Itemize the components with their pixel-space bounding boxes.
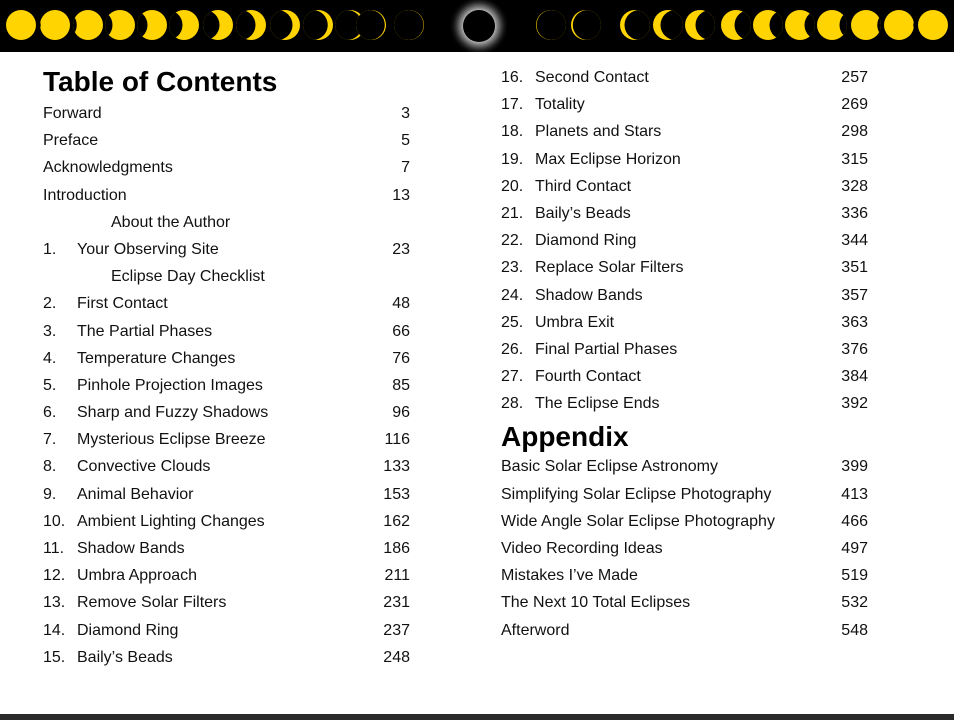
entry-number: 12. bbox=[43, 567, 66, 585]
toc-entry bbox=[501, 481, 881, 508]
appendix-list bbox=[501, 453, 881, 643]
entry-page-number: 186 bbox=[383, 540, 410, 557]
entry-title: Baily’s Beads bbox=[535, 204, 631, 222]
toc-entry bbox=[501, 227, 881, 254]
entry-number: 28. bbox=[501, 395, 524, 413]
entry-page-number: 392 bbox=[841, 395, 868, 413]
entry-title: Final Partial Phases bbox=[535, 340, 678, 358]
entry-number: 25. bbox=[501, 313, 524, 331]
toc-entry bbox=[501, 200, 881, 227]
entry-title: The Next 10 Total Eclipses bbox=[501, 594, 691, 612]
entry-title: Shadow Bands bbox=[535, 286, 643, 304]
toc-entry bbox=[501, 617, 881, 644]
entry-page-number: 357 bbox=[841, 286, 868, 304]
entry-title: The Eclipse Ends bbox=[535, 395, 660, 413]
toc-entry bbox=[501, 309, 881, 336]
partial-eclipse-icon bbox=[918, 10, 948, 40]
entry-title: Wide Angle Solar Eclipse Photography bbox=[501, 512, 775, 530]
toc-entry bbox=[43, 263, 423, 290]
toc-entry bbox=[43, 508, 423, 535]
entry-page-number: 384 bbox=[841, 368, 868, 386]
entry-page-number: 96 bbox=[392, 404, 410, 422]
entry-title: The Partial Phases bbox=[77, 322, 213, 340]
entry-title: First Contact bbox=[77, 295, 168, 313]
entry-title: Basic Solar Eclipse Astronomy bbox=[501, 458, 718, 476]
partial-eclipse-icon bbox=[536, 10, 567, 40]
entry-page-number: 3 bbox=[401, 105, 410, 122]
entry-title: Convective Clouds bbox=[77, 458, 211, 476]
entry-page-number: 497 bbox=[841, 540, 868, 557]
partial-eclipse-icon bbox=[298, 10, 333, 40]
toc-entry bbox=[43, 290, 423, 317]
toc-entry bbox=[43, 535, 423, 562]
entry-title: Second Contact bbox=[535, 69, 649, 86]
entry-number: 26. bbox=[501, 340, 524, 358]
entry-title: Temperature Changes bbox=[77, 349, 236, 367]
toc-entry bbox=[501, 535, 881, 562]
entry-page-number: 315 bbox=[841, 150, 868, 168]
partial-eclipse-icon bbox=[263, 10, 301, 40]
toc-entry bbox=[43, 617, 423, 644]
entry-number: 1. bbox=[43, 240, 57, 258]
entry-page-number: 257 bbox=[841, 69, 868, 86]
entry-page-number: 13 bbox=[392, 186, 410, 204]
toc-entry bbox=[501, 390, 881, 417]
total-eclipse-icon bbox=[449, 0, 509, 52]
entry-page-number: 399 bbox=[841, 458, 868, 476]
entry-number: 11. bbox=[43, 540, 65, 557]
toc-entry bbox=[43, 562, 423, 589]
entry-number: 3. bbox=[43, 322, 57, 340]
toc-entry bbox=[43, 209, 423, 236]
entry-title: Sharp and Fuzzy Shadows bbox=[77, 404, 269, 422]
entry-title: Pinhole Projection Images bbox=[77, 376, 263, 394]
toc-entry bbox=[43, 236, 423, 263]
entry-title: Introduction bbox=[43, 186, 127, 204]
entry-title: Simplifying Solar Eclipse Photography bbox=[501, 485, 772, 503]
entry-number: 20. bbox=[501, 177, 524, 195]
entry-number: 16. bbox=[501, 69, 524, 86]
entry-title: Ambient Lighting Changes bbox=[77, 512, 265, 530]
entry-page-number: 248 bbox=[383, 648, 410, 666]
toc-entry bbox=[501, 453, 881, 480]
toc-entry bbox=[43, 453, 423, 480]
entry-number: 4. bbox=[43, 349, 57, 367]
entry-title: Third Contact bbox=[535, 177, 632, 195]
entry-page-number: 116 bbox=[384, 431, 410, 449]
entry-number: 19. bbox=[501, 150, 524, 168]
entry-number: 18. bbox=[501, 123, 524, 141]
eclipse-banner bbox=[0, 0, 954, 52]
entry-number: 22. bbox=[501, 232, 524, 250]
entry-page-number: 548 bbox=[841, 621, 868, 639]
toc-entry bbox=[501, 91, 881, 118]
toc-entry bbox=[501, 146, 881, 173]
entry-page-number: 231 bbox=[383, 594, 410, 612]
partial-eclipse-icon bbox=[394, 10, 424, 40]
toc-entry bbox=[43, 644, 423, 671]
entry-title: Afterword bbox=[501, 621, 570, 639]
entry-page-number: 269 bbox=[841, 96, 868, 114]
entry-number: 10. bbox=[43, 512, 66, 530]
toc-entry bbox=[43, 399, 423, 426]
toc-entry bbox=[43, 154, 423, 181]
entry-title: Mistakes I’ve Made bbox=[501, 567, 638, 585]
entry-number: 2. bbox=[43, 295, 57, 313]
toc-entry bbox=[501, 562, 881, 589]
toc-entry bbox=[43, 100, 423, 127]
entry-title: Replace Solar Filters bbox=[535, 259, 684, 277]
entry-title: Fourth Contact bbox=[535, 368, 641, 386]
toc-entry bbox=[501, 173, 881, 200]
entry-title: Diamond Ring bbox=[77, 621, 179, 639]
entry-title: Animal Behavior bbox=[77, 485, 194, 503]
entry-page-number: 162 bbox=[383, 512, 410, 530]
entry-page-number: 336 bbox=[841, 204, 868, 222]
entry-number: 27. bbox=[501, 368, 524, 386]
entry-title: Eclipse Day Checklist bbox=[111, 268, 265, 286]
entry-page-number: 133 bbox=[383, 458, 410, 476]
toc-entry bbox=[43, 481, 423, 508]
toc-entry bbox=[43, 182, 423, 209]
entry-title: Totality bbox=[535, 96, 585, 114]
entry-title: Baily’s Beads bbox=[77, 648, 173, 666]
toc-entry bbox=[501, 64, 881, 91]
entry-number: 23. bbox=[501, 259, 524, 277]
toc-entry bbox=[43, 426, 423, 453]
partial-eclipse-icon bbox=[685, 10, 726, 40]
entry-page-number: 23 bbox=[392, 240, 410, 258]
entry-title: Umbra Exit bbox=[535, 313, 615, 331]
entry-page-number: 351 bbox=[841, 259, 868, 277]
entry-page-number: 344 bbox=[841, 232, 868, 250]
toc-entry bbox=[501, 282, 881, 309]
toc-entry bbox=[43, 372, 423, 399]
entry-title: Your Observing Site bbox=[77, 240, 219, 258]
toc-entry bbox=[43, 345, 423, 372]
appendix-heading: Appendix bbox=[501, 421, 629, 453]
toc-left-column bbox=[43, 64, 423, 671]
toc-right-column bbox=[501, 64, 881, 644]
entry-title: Video Recording Ideas bbox=[501, 540, 663, 557]
bottom-rule bbox=[0, 714, 954, 720]
entry-number: 9. bbox=[43, 485, 57, 503]
eclipse-sequence-icon bbox=[0, 0, 954, 52]
entry-page-number: 7 bbox=[401, 159, 410, 177]
entry-page-number: 328 bbox=[841, 177, 868, 195]
partial-eclipse-icon bbox=[6, 10, 36, 40]
entry-number: 13. bbox=[43, 594, 66, 612]
entry-title: Shadow Bands bbox=[77, 540, 185, 557]
entry-page-number: 363 bbox=[841, 313, 868, 331]
entry-page-number: 376 bbox=[841, 340, 868, 358]
entry-page-number: 66 bbox=[392, 322, 410, 340]
entry-page-number: 211 bbox=[384, 567, 410, 585]
entry-page-number: 532 bbox=[841, 594, 868, 612]
entry-number: 6. bbox=[43, 404, 57, 422]
toc-left-list bbox=[43, 100, 423, 671]
entry-number: 5. bbox=[43, 376, 57, 394]
entry-number: 7. bbox=[43, 431, 57, 449]
entry-number: 17. bbox=[501, 96, 524, 114]
entry-page-number: 298 bbox=[841, 123, 868, 141]
entry-title: About the Author bbox=[111, 213, 231, 231]
toc-entry bbox=[43, 127, 423, 154]
entry-title: Diamond Ring bbox=[535, 232, 637, 250]
toc-entry bbox=[501, 363, 881, 390]
entry-page-number: 519 bbox=[841, 567, 868, 585]
toc-entry bbox=[501, 118, 881, 145]
entry-page-number: 76 bbox=[392, 349, 410, 367]
partial-eclipse-icon bbox=[571, 10, 603, 40]
entry-number: 24. bbox=[501, 286, 524, 304]
toc-entry bbox=[43, 318, 423, 345]
entry-title: Mysterious Eclipse Breeze bbox=[77, 431, 266, 449]
entry-number: 8. bbox=[43, 458, 57, 476]
entry-number: 15. bbox=[43, 648, 66, 666]
entry-page-number: 466 bbox=[841, 512, 868, 530]
partial-eclipse-icon bbox=[653, 10, 691, 40]
partial-eclipse-icon bbox=[620, 10, 655, 40]
toc-entry bbox=[501, 589, 881, 616]
toc-entry bbox=[501, 254, 881, 281]
toc-entry bbox=[43, 589, 423, 616]
entry-title: Preface bbox=[43, 132, 99, 150]
entry-title: Remove Solar Filters bbox=[77, 594, 227, 612]
toc-right-list bbox=[501, 64, 881, 417]
entry-page-number: 48 bbox=[392, 295, 410, 313]
entry-page-number: 413 bbox=[841, 485, 868, 503]
entry-page-number: 237 bbox=[383, 621, 410, 639]
toc-entry bbox=[501, 336, 881, 363]
entry-page-number: 5 bbox=[401, 132, 410, 150]
entry-title: Planets and Stars bbox=[535, 123, 662, 141]
toc-entry bbox=[501, 508, 881, 535]
entry-page-number: 153 bbox=[383, 485, 410, 503]
entry-page-number: 85 bbox=[392, 376, 410, 394]
entry-number: 21. bbox=[501, 204, 524, 222]
entry-title: Forward bbox=[43, 105, 102, 122]
toc-heading: Table of Contents bbox=[43, 66, 278, 97]
entry-title: Acknowledgments bbox=[43, 159, 173, 177]
entry-title: Umbra Approach bbox=[77, 567, 198, 585]
entry-number: 14. bbox=[43, 621, 66, 639]
entry-title: Max Eclipse Horizon bbox=[535, 150, 681, 168]
